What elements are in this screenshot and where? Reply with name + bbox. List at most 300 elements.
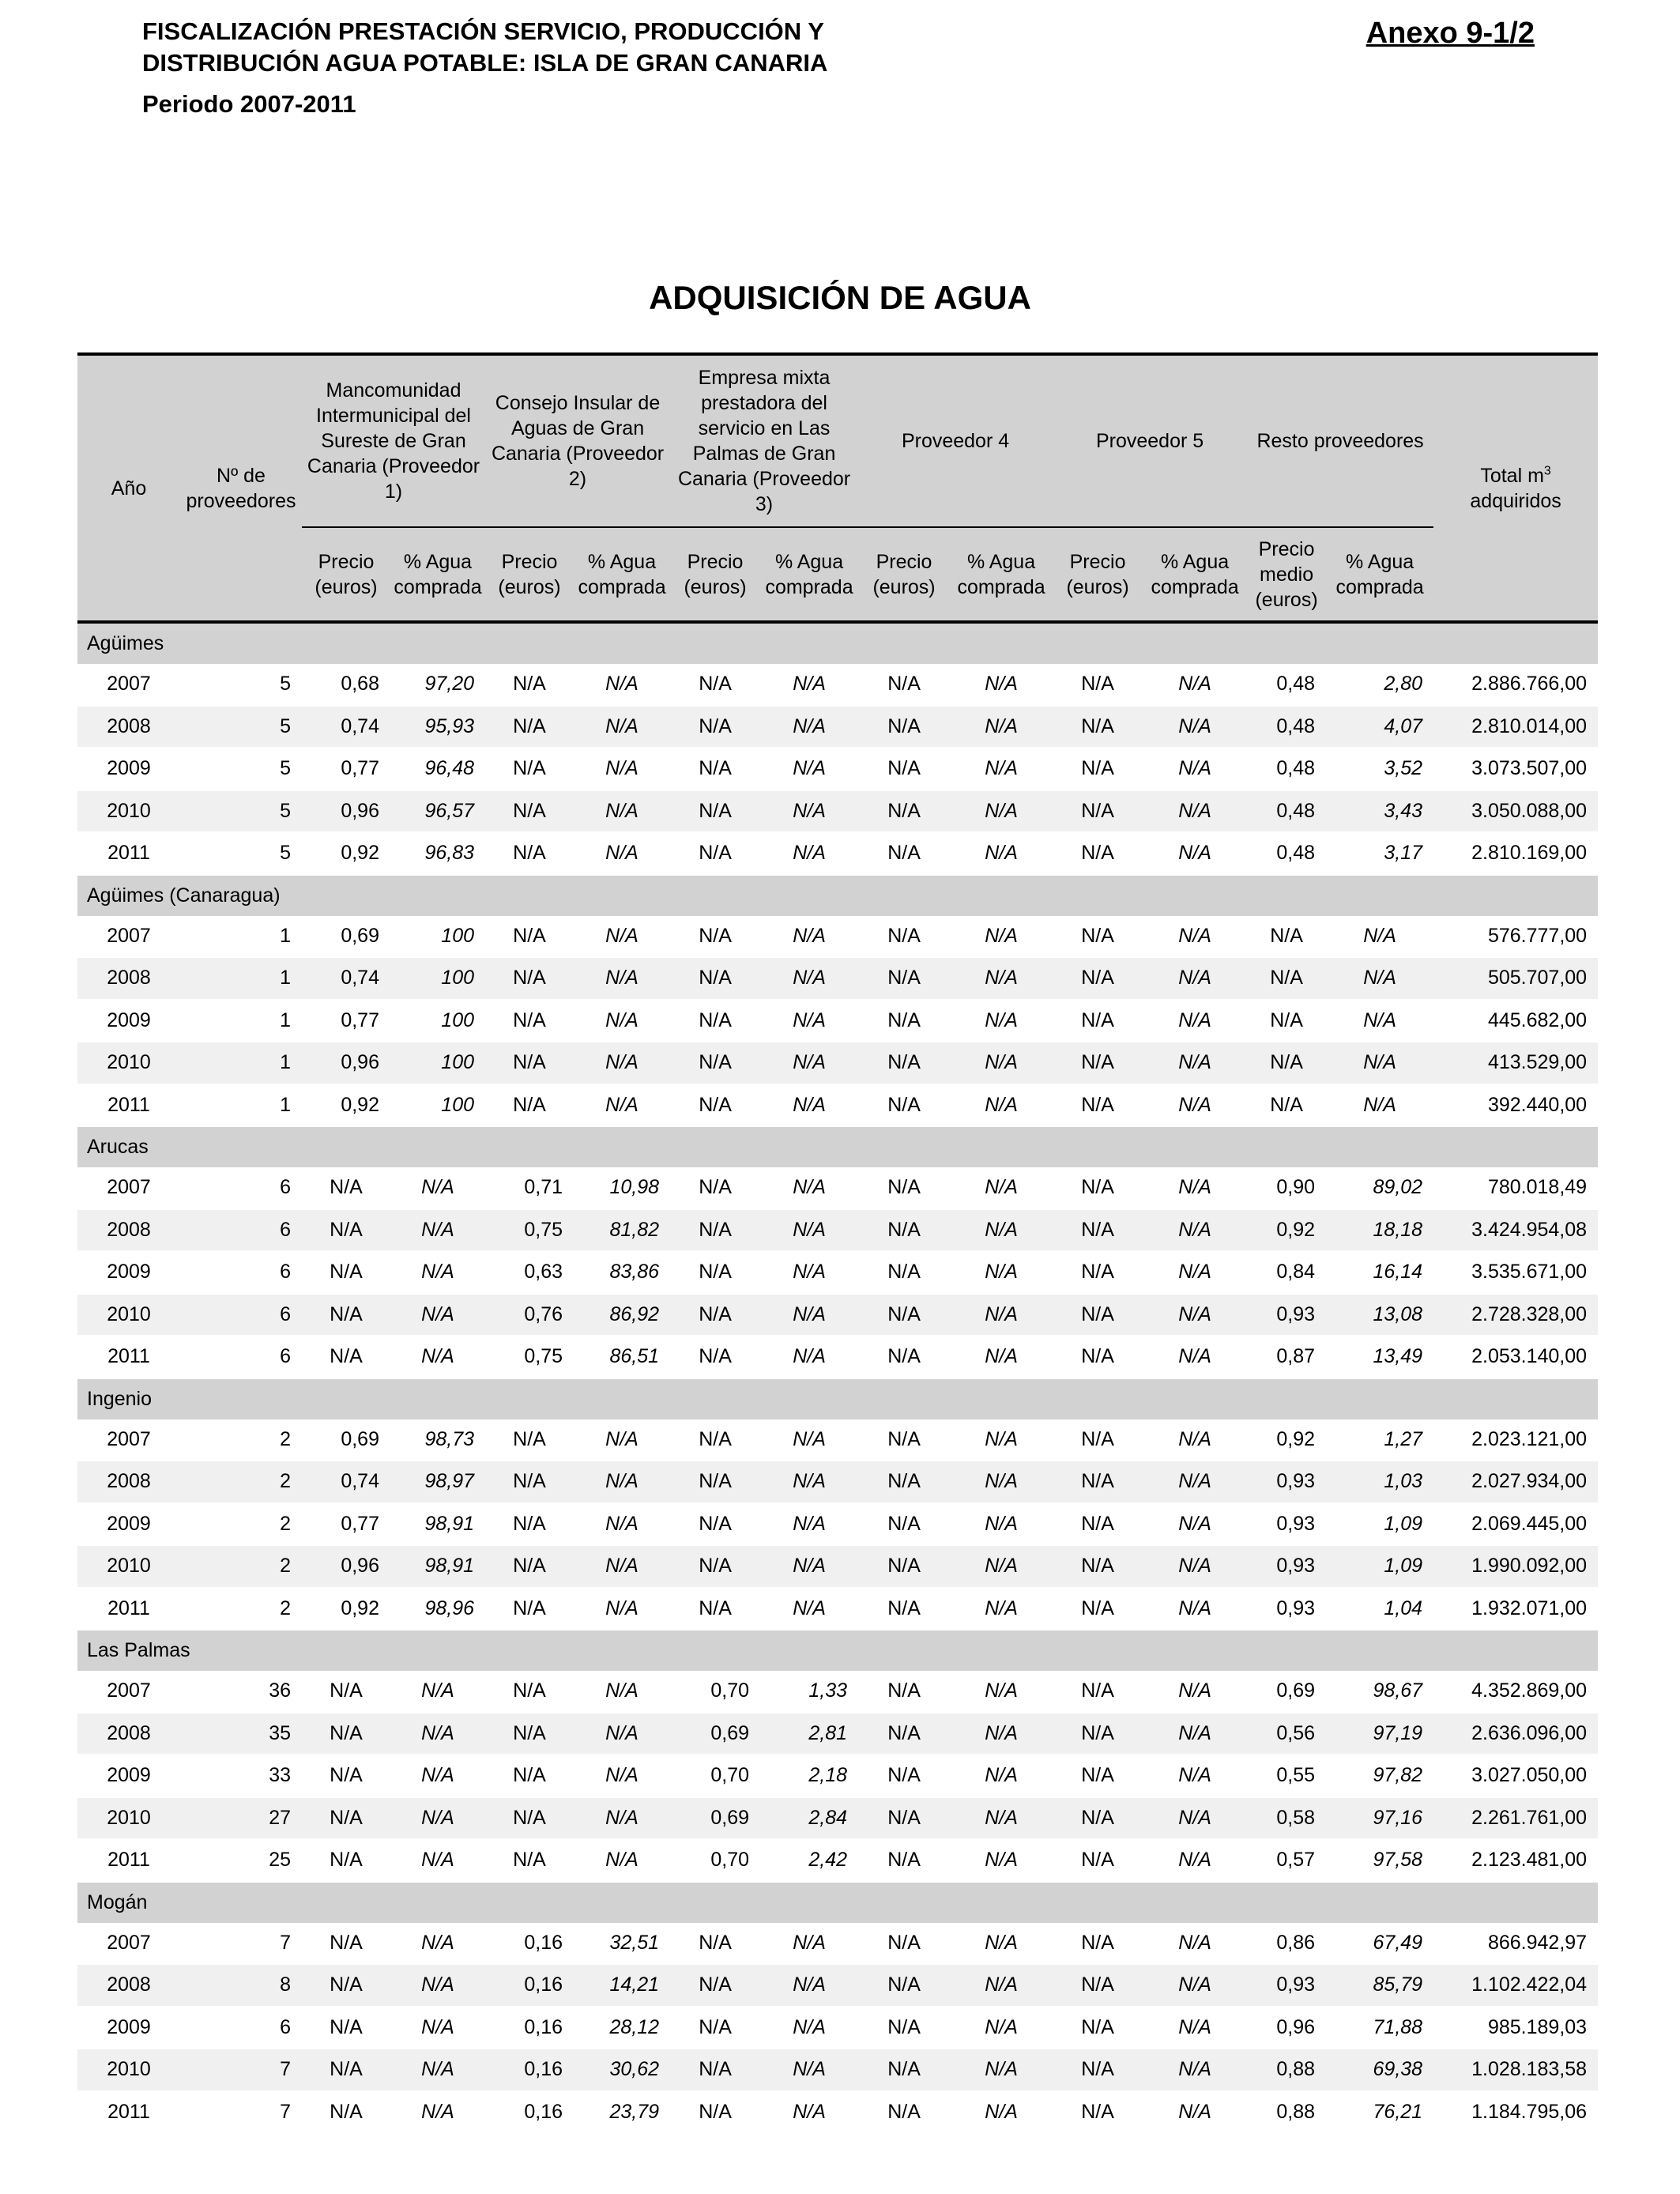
table-cell: N/A: [950, 1588, 1053, 1630]
table-row: [77, 1042, 1598, 1084]
table-cell: 100: [390, 1000, 485, 1042]
table-cell: N/A: [760, 1964, 858, 2007]
table-cell: 2.053.140,00: [1433, 1336, 1598, 1378]
table-cell: N/A: [760, 2091, 858, 2134]
table-cell: N/A: [950, 1503, 1053, 1546]
table-cell: 97,20: [390, 664, 485, 706]
table-cell: N/A: [760, 1209, 858, 1252]
table-cell: N/A: [858, 957, 950, 1000]
table-cell: N/A: [1143, 1209, 1247, 1252]
sub-header-pct: % Agua comprada: [394, 550, 482, 598]
table-cell: 985.189,03: [1433, 2007, 1598, 2049]
table-cell: N/A: [1053, 1000, 1143, 1042]
table-cell: N/A: [485, 1839, 574, 1882]
table-cell: N/A: [390, 2091, 485, 2134]
sub-header-pct: % Agua comprada: [957, 550, 1045, 598]
table-cell: N/A: [950, 916, 1053, 958]
table-row: [77, 790, 1598, 833]
table-row: [77, 2091, 1598, 2134]
table-row: [77, 1000, 1598, 1042]
table-row: [77, 1671, 1598, 1713]
table-cell: 0,74: [302, 706, 390, 748]
table-cell: N/A: [950, 1839, 1053, 1882]
table-cell: N/A: [302, 1671, 390, 1713]
table-cell: 866.942,97: [1433, 1923, 1598, 1965]
table-cell: N/A: [858, 1000, 950, 1042]
table-cell: N/A: [1247, 1042, 1326, 1084]
table-cell: N/A: [1053, 957, 1143, 1000]
table-cell: N/A: [858, 1294, 950, 1336]
table-cell: 67,49: [1326, 1923, 1433, 1965]
col-header-num-providers: Nº de proveedores: [186, 464, 296, 512]
table-cell: N/A: [390, 2007, 485, 2049]
table-cell: 0,76: [485, 1294, 574, 1336]
table-cell: N/A: [1143, 957, 1247, 1000]
table-cell: 76,21: [1326, 2091, 1433, 2134]
table-cell: 505.707,00: [1433, 957, 1598, 1000]
table-cell: N/A: [1053, 1209, 1143, 1252]
table-cell: N/A: [574, 664, 670, 706]
table-cell: 2010: [77, 1042, 180, 1084]
table-cell: N/A: [760, 748, 858, 790]
table-cell: N/A: [485, 1084, 574, 1127]
sub-header-pct: % Agua comprada: [578, 550, 666, 598]
table-cell: 100: [390, 1042, 485, 1084]
table-cell: 0,96: [1247, 2007, 1326, 2049]
table-cell: 2011: [77, 832, 180, 875]
table-cell: N/A: [858, 832, 950, 875]
table-cell: N/A: [302, 1923, 390, 1965]
table-cell: N/A: [950, 1294, 1053, 1336]
table-cell: N/A: [485, 832, 574, 875]
table-cell: N/A: [858, 664, 950, 706]
table-cell: N/A: [485, 1545, 574, 1588]
table-row: [77, 1336, 1598, 1378]
table-cell: 6: [180, 1336, 302, 1378]
table-cell: 89,02: [1326, 1167, 1433, 1209]
table-cell: 98,67: [1326, 1671, 1433, 1713]
table-cell: N/A: [858, 2007, 950, 2049]
table-cell: N/A: [670, 1503, 760, 1546]
table-cell: 0,93: [1247, 1461, 1326, 1503]
table-cell: N/A: [1143, 1797, 1247, 1840]
sub-header-avg-price: Precio medio (euros): [1255, 537, 1318, 611]
table-cell: N/A: [1143, 1336, 1247, 1378]
section-label: Arucas: [77, 1126, 1598, 1167]
table-cell: N/A: [858, 1167, 950, 1209]
table-cell: N/A: [574, 1042, 670, 1084]
table-cell: 1: [180, 1084, 302, 1127]
table-cell: 2.810.169,00: [1433, 832, 1598, 875]
table-cell: 2009: [77, 748, 180, 790]
table-cell: N/A: [390, 1671, 485, 1713]
table-cell: 4.352.869,00: [1433, 1671, 1598, 1713]
table-cell: 86,92: [574, 1294, 670, 1336]
table-cell: 0,93: [1247, 1588, 1326, 1630]
table-cell: N/A: [670, 790, 760, 833]
table-cell: 2.023.121,00: [1433, 1419, 1598, 1461]
table-cell: 2008: [77, 1461, 180, 1503]
table-row: [77, 1294, 1598, 1336]
table-cell: 0,70: [670, 1839, 760, 1882]
table-cell: N/A: [1143, 1923, 1247, 1965]
table-cell: N/A: [760, 1084, 858, 1127]
group-header-provider-3: Empresa mixta prestadora del servicio en Las Palmas de Gran Canaria (Proveedor 3): [670, 354, 858, 527]
table-cell: N/A: [1053, 1839, 1143, 1882]
section-row: [77, 1126, 1598, 1167]
table-cell: N/A: [574, 1545, 670, 1588]
table-cell: N/A: [1053, 1545, 1143, 1588]
table-cell: 1: [180, 957, 302, 1000]
table-cell: 413.529,00: [1433, 1042, 1598, 1084]
header-line-2: DISTRIBUCIÓN AGUA POTABLE: ISLA DE GRAN CANARIA: [142, 49, 828, 77]
table-cell: N/A: [574, 1461, 670, 1503]
table-cell: N/A: [858, 1588, 950, 1630]
table-cell: N/A: [760, 1503, 858, 1546]
table-cell: N/A: [760, 1588, 858, 1630]
table-cell: 35: [180, 1713, 302, 1755]
table-cell: N/A: [858, 1461, 950, 1503]
table-cell: N/A: [302, 1336, 390, 1378]
table-cell: 0,48: [1247, 706, 1326, 748]
table-cell: 32,51: [574, 1923, 670, 1965]
table-cell: 83,86: [574, 1251, 670, 1294]
table-cell: 2.027.934,00: [1433, 1461, 1598, 1503]
table-cell: 71,88: [1326, 2007, 1433, 2049]
table-cell: N/A: [950, 1671, 1053, 1713]
table-row: [77, 1084, 1598, 1127]
table-cell: N/A: [390, 1167, 485, 1209]
table-cell: 2009: [77, 2007, 180, 2049]
table-body: [77, 622, 1598, 2133]
table-cell: 2.810.014,00: [1433, 706, 1598, 748]
table-cell: N/A: [760, 957, 858, 1000]
table-cell: 98,97: [390, 1461, 485, 1503]
table-cell: N/A: [950, 1755, 1053, 1797]
table-cell: N/A: [302, 1294, 390, 1336]
table-cell: N/A: [670, 2007, 760, 2049]
table-cell: N/A: [574, 1839, 670, 1882]
table-cell: N/A: [390, 1209, 485, 1252]
table-cell: 2009: [77, 1503, 180, 1546]
table-cell: N/A: [950, 1964, 1053, 2007]
table-row: [77, 1713, 1598, 1755]
table-cell: 6: [180, 1251, 302, 1294]
table-cell: N/A: [670, 2049, 760, 2091]
table-cell: 98,91: [390, 1503, 485, 1546]
table-cell: 0,74: [302, 1461, 390, 1503]
table-cell: N/A: [760, 1000, 858, 1042]
table-cell: N/A: [670, 1588, 760, 1630]
table-cell: 2007: [77, 1167, 180, 1209]
table-cell: 0,69: [670, 1797, 760, 1840]
table-cell: N/A: [858, 1797, 950, 1840]
table-cell: 100: [390, 957, 485, 1000]
table-cell: N/A: [950, 832, 1053, 875]
table-cell: 5: [180, 790, 302, 833]
table-cell: N/A: [1143, 1000, 1247, 1042]
table-cell: N/A: [1053, 2007, 1143, 2049]
col-header-total: [1433, 354, 1598, 622]
table-cell: N/A: [1143, 1839, 1247, 1882]
table-cell: N/A: [950, 2091, 1053, 2134]
table-cell: N/A: [670, 1964, 760, 2007]
table-cell: 97,82: [1326, 1755, 1433, 1797]
table-cell: N/A: [1053, 832, 1143, 875]
table-cell: N/A: [485, 1419, 574, 1461]
table-cell: 0,57: [1247, 1839, 1326, 1882]
table-cell: N/A: [1053, 706, 1143, 748]
table-cell: 0,16: [485, 1923, 574, 1965]
table-cell: 97,19: [1326, 1713, 1433, 1755]
table-cell: 2011: [77, 2091, 180, 2134]
table-cell: N/A: [950, 1084, 1053, 1127]
acquisition-table: [77, 352, 1598, 2134]
table-cell: N/A: [485, 957, 574, 1000]
table-cell: N/A: [485, 790, 574, 833]
table-cell: N/A: [574, 790, 670, 833]
table-cell: 5: [180, 664, 302, 706]
table-cell: 97,58: [1326, 1839, 1433, 1882]
table-cell: 0,96: [302, 1042, 390, 1084]
table-cell: N/A: [670, 1000, 760, 1042]
table-cell: N/A: [858, 748, 950, 790]
table-cell: N/A: [1143, 706, 1247, 748]
table-cell: N/A: [1053, 1588, 1143, 1630]
table-cell: N/A: [1247, 957, 1326, 1000]
table-row: [77, 1964, 1598, 2007]
table-cell: N/A: [302, 2049, 390, 2091]
table-cell: N/A: [1143, 1964, 1247, 2007]
table-cell: 2008: [77, 1713, 180, 1755]
table-row: [77, 1755, 1598, 1797]
table-cell: N/A: [1053, 1671, 1143, 1713]
table-cell: 0,69: [1247, 1671, 1326, 1713]
table-cell: 0,90: [1247, 1167, 1326, 1209]
acquisition-table-container: [77, 352, 1598, 2134]
table-cell: 10,98: [574, 1167, 670, 1209]
table-cell: N/A: [858, 1923, 950, 1965]
table-cell: 2009: [77, 1000, 180, 1042]
table-cell: 100: [390, 1084, 485, 1127]
table-cell: 0,16: [485, 2007, 574, 2049]
table-row: [77, 1588, 1598, 1630]
table-cell: 0,69: [302, 1419, 390, 1461]
table-cell: 30,62: [574, 2049, 670, 2091]
table-cell: N/A: [950, 1419, 1053, 1461]
table-cell: N/A: [485, 1713, 574, 1755]
table-cell: 1.028.183,58: [1433, 2049, 1598, 2091]
table-cell: 1.102.422,04: [1433, 1964, 1598, 2007]
table-cell: N/A: [1326, 1042, 1433, 1084]
table-cell: 85,79: [1326, 1964, 1433, 2007]
table-cell: 7: [180, 1923, 302, 1965]
table-cell: N/A: [302, 1797, 390, 1840]
table-cell: 1,04: [1326, 1588, 1433, 1630]
table-cell: N/A: [858, 790, 950, 833]
section-row: [77, 1882, 1598, 1923]
table-cell: N/A: [485, 748, 574, 790]
section-label: Mogán: [77, 1882, 1598, 1923]
table-cell: N/A: [950, 1000, 1053, 1042]
table-cell: N/A: [950, 2049, 1053, 2091]
section-label: Agüimes (Canaragua): [77, 875, 1598, 916]
table-cell: N/A: [1326, 916, 1433, 958]
table-cell: 0,70: [670, 1671, 760, 1713]
table-cell: 0,84: [1247, 1251, 1326, 1294]
section-label: Agüimes: [77, 622, 1598, 664]
table-cell: 0,93: [1247, 1964, 1326, 2007]
table-cell: 2007: [77, 1923, 180, 1965]
table-cell: 0,92: [302, 1588, 390, 1630]
table-row: [77, 957, 1598, 1000]
group-header-provider-1: Mancomunidad Intermunicipal del Sureste de Gran Canaria (Proveedor 1): [302, 354, 485, 527]
table-cell: 2010: [77, 790, 180, 833]
table-cell: N/A: [390, 1964, 485, 2007]
table-cell: N/A: [670, 1294, 760, 1336]
table-cell: 1.184.795,06: [1433, 2091, 1598, 2134]
table-cell: 27: [180, 1797, 302, 1840]
table-cell: N/A: [950, 1797, 1053, 1840]
table-cell: N/A: [574, 1671, 670, 1713]
section-row: [77, 1630, 1598, 1671]
table-cell: 6: [180, 2007, 302, 2049]
table-cell: N/A: [950, 1545, 1053, 1588]
table-cell: N/A: [950, 2007, 1053, 2049]
table-cell: N/A: [1053, 748, 1143, 790]
section-row: [77, 875, 1598, 916]
table-cell: N/A: [1053, 1755, 1143, 1797]
table-cell: N/A: [858, 1503, 950, 1546]
table-cell: N/A: [858, 2091, 950, 2134]
table-cell: N/A: [574, 916, 670, 958]
table-cell: N/A: [390, 1336, 485, 1378]
table-cell: N/A: [760, 1042, 858, 1084]
table-row: [77, 1461, 1598, 1503]
table-cell: 0,16: [485, 2091, 574, 2134]
table-cell: 0,48: [1247, 664, 1326, 706]
table-cell: 2.636.096,00: [1433, 1713, 1598, 1755]
table-cell: N/A: [1143, 1503, 1247, 1546]
table-cell: N/A: [858, 916, 950, 958]
table-cell: 2.886.766,00: [1433, 664, 1598, 706]
table-cell: 0,87: [1247, 1336, 1326, 1378]
table-cell: N/A: [760, 1923, 858, 1965]
table-cell: 0,48: [1247, 832, 1326, 875]
table-cell: 100: [390, 916, 485, 958]
table-cell: 3.424.954,08: [1433, 1209, 1598, 1252]
table-cell: N/A: [760, 790, 858, 833]
table-cell: 0,69: [670, 1713, 760, 1755]
table-cell: N/A: [858, 1964, 950, 2007]
table-cell: 2,42: [760, 1839, 858, 1882]
table-cell: 0,93: [1247, 1294, 1326, 1336]
table-cell: N/A: [670, 957, 760, 1000]
table-cell: 0,71: [485, 1167, 574, 1209]
total-label: Total m: [1480, 464, 1544, 487]
table-cell: N/A: [1143, 664, 1247, 706]
table-cell: 0,63: [485, 1251, 574, 1294]
total-label-sub: adquiridos: [1470, 489, 1561, 512]
table-cell: N/A: [670, 2091, 760, 2134]
table-cell: 18,18: [1326, 1209, 1433, 1252]
table-cell: 0,88: [1247, 2091, 1326, 2134]
table-cell: N/A: [1053, 1461, 1143, 1503]
table-cell: N/A: [1143, 832, 1247, 875]
table-cell: N/A: [1053, 1042, 1143, 1084]
table-cell: N/A: [950, 1461, 1053, 1503]
table-cell: 2011: [77, 1839, 180, 1882]
table-cell: 81,82: [574, 1209, 670, 1252]
table-cell: 2,81: [760, 1713, 858, 1755]
table-cell: 2007: [77, 916, 180, 958]
table-cell: 0,55: [1247, 1755, 1326, 1797]
table-cell: N/A: [1143, 1588, 1247, 1630]
table-cell: 2.123.481,00: [1433, 1839, 1598, 1882]
table-cell: N/A: [858, 2049, 950, 2091]
table-cell: N/A: [1247, 916, 1326, 958]
table-cell: 2,18: [760, 1755, 858, 1797]
table-cell: N/A: [485, 706, 574, 748]
table-cell: N/A: [760, 832, 858, 875]
table-cell: N/A: [950, 1167, 1053, 1209]
table-cell: N/A: [574, 1000, 670, 1042]
table-row: [77, 664, 1598, 706]
table-cell: 1.932.071,00: [1433, 1588, 1598, 1630]
sub-header-price: Precio (euros): [872, 550, 936, 598]
table-cell: 0,96: [302, 790, 390, 833]
sub-header-price: Precio (euros): [315, 550, 378, 598]
table-cell: N/A: [1053, 790, 1143, 833]
table-cell: N/A: [1143, 1545, 1247, 1588]
table-cell: 7: [180, 2091, 302, 2134]
table-cell: 5: [180, 748, 302, 790]
table-cell: N/A: [760, 706, 858, 748]
table-cell: N/A: [1143, 1755, 1247, 1797]
table-cell: 13,49: [1326, 1336, 1433, 1378]
table-cell: 2011: [77, 1336, 180, 1378]
table-cell: N/A: [1143, 1461, 1247, 1503]
table-cell: N/A: [485, 664, 574, 706]
table-cell: 0,69: [302, 916, 390, 958]
table-cell: N/A: [858, 1671, 950, 1713]
table-cell: 0,74: [302, 957, 390, 1000]
table-cell: N/A: [390, 1839, 485, 1882]
table-cell: N/A: [670, 1167, 760, 1209]
table-cell: 5: [180, 832, 302, 875]
table-cell: 2008: [77, 1209, 180, 1252]
table-cell: 3,52: [1326, 748, 1433, 790]
table-cell: 97,16: [1326, 1797, 1433, 1840]
table-cell: N/A: [670, 1209, 760, 1252]
sub-header-pct: % Agua comprada: [1335, 550, 1424, 598]
table-cell: N/A: [760, 1167, 858, 1209]
table-cell: 2009: [77, 1755, 180, 1797]
table-cell: N/A: [858, 706, 950, 748]
table-cell: N/A: [1143, 1419, 1247, 1461]
group-header-other-providers: Resto proveedores: [1247, 354, 1433, 527]
table-cell: N/A: [574, 1588, 670, 1630]
table-cell: N/A: [1053, 1713, 1143, 1755]
table-cell: 2: [180, 1419, 302, 1461]
table-cell: 2008: [77, 1964, 180, 2007]
table-cell: 2011: [77, 1588, 180, 1630]
table-cell: N/A: [1053, 1294, 1143, 1336]
table-cell: N/A: [485, 916, 574, 958]
table-cell: N/A: [485, 1588, 574, 1630]
table-cell: 98,91: [390, 1545, 485, 1588]
table-cell: 1,09: [1326, 1545, 1433, 1588]
